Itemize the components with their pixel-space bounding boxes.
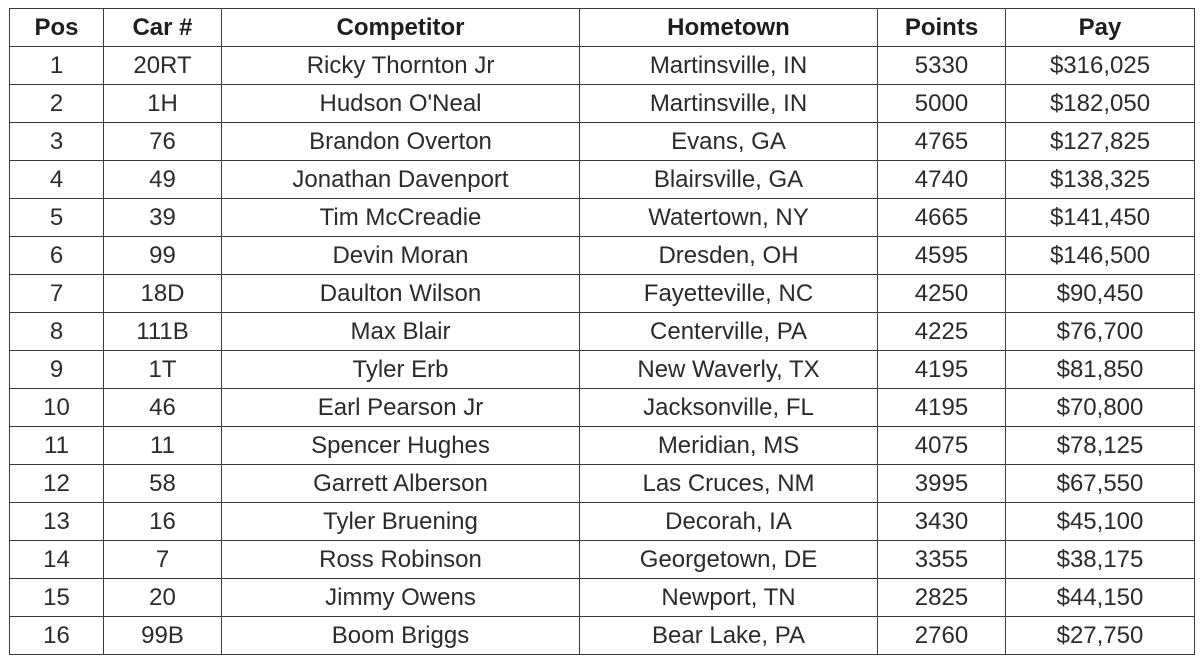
cell-pos: 9 <box>10 351 104 389</box>
cell-pos: 7 <box>10 275 104 313</box>
cell-car-number: 20 <box>104 579 222 617</box>
cell-competitor: Boom Briggs <box>222 617 580 655</box>
cell-pos: 2 <box>10 85 104 123</box>
cell-pay: $70,800 <box>1006 389 1195 427</box>
cell-points: 4195 <box>878 389 1006 427</box>
table-row <box>10 503 1195 541</box>
cell-points: 4595 <box>878 237 1006 275</box>
cell-competitor: Tyler Bruening <box>222 503 580 541</box>
table-row <box>10 617 1195 655</box>
standings-table <box>9 8 1195 655</box>
cell-points: 4765 <box>878 123 1006 161</box>
table-row <box>10 427 1195 465</box>
cell-car-number: 20RT <box>104 47 222 85</box>
cell-points: 4195 <box>878 351 1006 389</box>
cell-competitor: Tim McCreadie <box>222 199 580 237</box>
table-row <box>10 47 1195 85</box>
cell-pay: $138,325 <box>1006 161 1195 199</box>
cell-points: 4075 <box>878 427 1006 465</box>
cell-points: 5000 <box>878 85 1006 123</box>
header-row <box>10 9 1195 47</box>
table-body <box>10 47 1195 655</box>
cell-competitor: Ricky Thornton Jr <box>222 47 580 85</box>
cell-pay: $182,050 <box>1006 85 1195 123</box>
table-row <box>10 199 1195 237</box>
cell-hometown: Evans, GA <box>580 123 878 161</box>
cell-points: 4740 <box>878 161 1006 199</box>
cell-car-number: 7 <box>104 541 222 579</box>
cell-competitor: Hudson O'Neal <box>222 85 580 123</box>
cell-points: 2760 <box>878 617 1006 655</box>
cell-points: 5330 <box>878 47 1006 85</box>
cell-hometown: Meridian, MS <box>580 427 878 465</box>
table-row <box>10 85 1195 123</box>
cell-pay: $44,150 <box>1006 579 1195 617</box>
cell-car-number: 49 <box>104 161 222 199</box>
table-row <box>10 313 1195 351</box>
cell-hometown: Newport, TN <box>580 579 878 617</box>
table-header <box>10 9 1195 47</box>
cell-car-number: 46 <box>104 389 222 427</box>
cell-pay: $67,550 <box>1006 465 1195 503</box>
cell-car-number: 1T <box>104 351 222 389</box>
cell-points: 3995 <box>878 465 1006 503</box>
cell-competitor: Daulton Wilson <box>222 275 580 313</box>
cell-competitor: Tyler Erb <box>222 351 580 389</box>
column-header-hometown: Hometown <box>580 9 878 47</box>
cell-pos: 4 <box>10 161 104 199</box>
cell-hometown: Bear Lake, PA <box>580 617 878 655</box>
cell-pay: $146,500 <box>1006 237 1195 275</box>
cell-car-number: 16 <box>104 503 222 541</box>
cell-hometown: Centerville, PA <box>580 313 878 351</box>
cell-points: 2825 <box>878 579 1006 617</box>
column-header-car-number: Car # <box>104 9 222 47</box>
cell-pos: 6 <box>10 237 104 275</box>
cell-points: 3355 <box>878 541 1006 579</box>
cell-pos: 3 <box>10 123 104 161</box>
table-row <box>10 541 1195 579</box>
cell-pay: $76,700 <box>1006 313 1195 351</box>
cell-competitor: Jonathan Davenport <box>222 161 580 199</box>
cell-pos: 16 <box>10 617 104 655</box>
table-row <box>10 161 1195 199</box>
cell-pos: 5 <box>10 199 104 237</box>
cell-points: 4250 <box>878 275 1006 313</box>
cell-competitor: Jimmy Owens <box>222 579 580 617</box>
cell-competitor: Garrett Alberson <box>222 465 580 503</box>
cell-car-number: 18D <box>104 275 222 313</box>
cell-points: 4225 <box>878 313 1006 351</box>
cell-pos: 11 <box>10 427 104 465</box>
cell-car-number: 39 <box>104 199 222 237</box>
column-header-pos: Pos <box>10 9 104 47</box>
cell-pos: 8 <box>10 313 104 351</box>
cell-competitor: Brandon Overton <box>222 123 580 161</box>
column-header-competitor: Competitor <box>222 9 580 47</box>
cell-hometown: Decorah, IA <box>580 503 878 541</box>
cell-pay: $81,850 <box>1006 351 1195 389</box>
cell-hometown: Georgetown, DE <box>580 541 878 579</box>
column-header-pay: Pay <box>1006 9 1195 47</box>
cell-hometown: Martinsville, IN <box>580 85 878 123</box>
cell-car-number: 76 <box>104 123 222 161</box>
cell-points: 4665 <box>878 199 1006 237</box>
table-row <box>10 123 1195 161</box>
cell-hometown: New Waverly, TX <box>580 351 878 389</box>
table-row <box>10 465 1195 503</box>
cell-pay: $38,175 <box>1006 541 1195 579</box>
cell-pay: $27,750 <box>1006 617 1195 655</box>
cell-hometown: Blairsville, GA <box>580 161 878 199</box>
cell-pay: $78,125 <box>1006 427 1195 465</box>
cell-pay: $316,025 <box>1006 47 1195 85</box>
table-row <box>10 237 1195 275</box>
cell-hometown: Las Cruces, NM <box>580 465 878 503</box>
cell-car-number: 1H <box>104 85 222 123</box>
cell-pos: 14 <box>10 541 104 579</box>
column-header-points: Points <box>878 9 1006 47</box>
cell-pos: 12 <box>10 465 104 503</box>
table-row <box>10 275 1195 313</box>
cell-hometown: Fayetteville, NC <box>580 275 878 313</box>
cell-pay: $90,450 <box>1006 275 1195 313</box>
cell-car-number: 99 <box>104 237 222 275</box>
cell-pos: 10 <box>10 389 104 427</box>
cell-pos: 13 <box>10 503 104 541</box>
cell-competitor: Ross Robinson <box>222 541 580 579</box>
table-row <box>10 579 1195 617</box>
cell-car-number: 58 <box>104 465 222 503</box>
cell-hometown: Jacksonville, FL <box>580 389 878 427</box>
cell-hometown: Watertown, NY <box>580 199 878 237</box>
cell-pos: 15 <box>10 579 104 617</box>
cell-car-number: 111B <box>104 313 222 351</box>
cell-pay: $141,450 <box>1006 199 1195 237</box>
cell-pay: $45,100 <box>1006 503 1195 541</box>
cell-pos: 1 <box>10 47 104 85</box>
cell-competitor: Max Blair <box>222 313 580 351</box>
cell-hometown: Martinsville, IN <box>580 47 878 85</box>
cell-competitor: Devin Moran <box>222 237 580 275</box>
table-row <box>10 351 1195 389</box>
cell-hometown: Dresden, OH <box>580 237 878 275</box>
cell-car-number: 11 <box>104 427 222 465</box>
cell-competitor: Earl Pearson Jr <box>222 389 580 427</box>
table-row <box>10 389 1195 427</box>
cell-points: 3430 <box>878 503 1006 541</box>
cell-competitor: Spencer Hughes <box>222 427 580 465</box>
cell-car-number: 99B <box>104 617 222 655</box>
cell-pay: $127,825 <box>1006 123 1195 161</box>
